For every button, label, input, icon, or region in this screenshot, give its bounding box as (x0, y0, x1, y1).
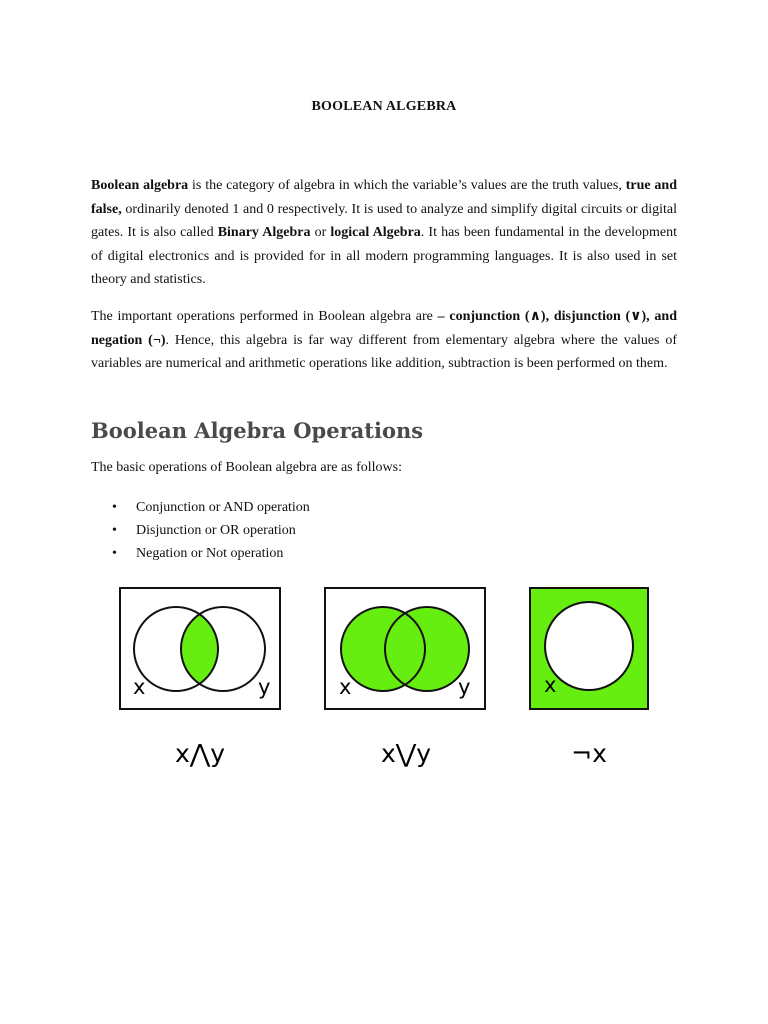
operations-list (91, 496, 310, 565)
and-venn-diagram (120, 588, 280, 768)
or-caption: x⋁y (380, 739, 432, 768)
document-title: BOOLEAN ALGEBRA (311, 99, 457, 114)
paragraph-text: ordinarily denoted 1 and 0 respectively. It is used to analyze and simplify digital circuits or digital gates. It is also called (91, 201, 677, 240)
paragraph-text: or (310, 225, 331, 240)
venn-diagram-figure (112, 565, 658, 780)
and-var-y-label: y (258, 675, 271, 699)
not-var-x-label: x (544, 673, 557, 697)
list-item (91, 519, 310, 542)
and-var-x-label: x (133, 675, 146, 699)
bullet-icon: • (112, 500, 117, 515)
paragraph-text: is the category of algebra in which the variable’s values are the truth values, (188, 178, 626, 193)
list-item-label: Negation or Not operation (136, 546, 284, 561)
paragraph-definition (91, 174, 677, 292)
or-var-y-label: y (458, 675, 471, 699)
list-item-label: Conjunction or AND operation (136, 500, 310, 515)
venn-diagram-svg (112, 565, 658, 780)
or-venn-diagram (325, 588, 485, 768)
paragraph-text: . It has been fundamental in the development of digital electronics and is provided for in all modern programming languages. It is also used in set theory and statistics. (91, 225, 677, 287)
or-var-x-label: x (339, 675, 352, 699)
term-logical-algebra: logical Algebra (330, 225, 421, 240)
term-truth-values: true and false, (91, 178, 677, 217)
paragraph-text: . Hence, this algebra is far way different from elementary algebra where the values of variables are numerical and arithmetic operations like addition, subtraction is been performed on them. (91, 332, 678, 371)
paragraph-operations (91, 305, 677, 376)
term-boolean-algebra: Boolean algebra (91, 178, 189, 193)
operations-intro: The basic operations of Boolean algebra are as follows: (91, 460, 403, 475)
term-binary-algebra: Binary Algebra (217, 225, 311, 240)
section-heading: Boolean Algebra Operations (91, 418, 424, 443)
paragraph-text: The important operations performed in Boolean algebra are (91, 309, 438, 324)
bullet-icon: • (112, 523, 117, 538)
bullet-icon: • (112, 546, 117, 561)
not-caption: ¬x (571, 739, 607, 768)
list-item (91, 496, 310, 519)
list-item (91, 542, 310, 565)
list-item-label: Disjunction or OR operation (136, 523, 296, 538)
and-caption: x⋀y (174, 739, 226, 768)
not-venn-diagram (530, 588, 648, 768)
term-operations: – conjunction (∧), disjunction (∨), and negation (¬) (91, 309, 678, 348)
not-set-x-circle (545, 602, 633, 690)
